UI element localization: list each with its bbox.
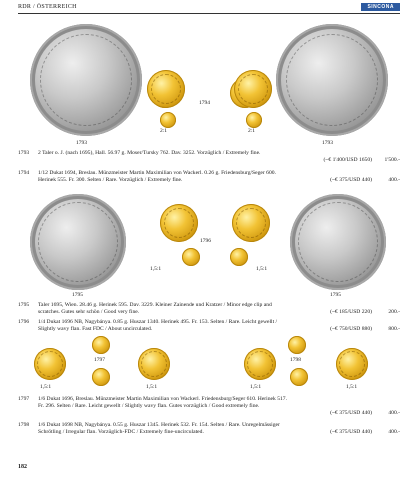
lot-1798 (18, 422, 400, 436)
caption-ratio-right-row2: 1,5:1 (256, 266, 268, 272)
coin-1793-reverse (276, 24, 388, 136)
coin-1796-obverse (160, 204, 198, 242)
caption-ratio-left-row2: 1,5:1 (150, 266, 162, 272)
lot-number: 1797 (18, 396, 30, 402)
lot-conversion: (~€ 375/USD 440) (330, 177, 372, 183)
coin-1795-reverse (290, 194, 386, 290)
caption-ratio-1: 1,5:1 (40, 384, 52, 390)
lot-number: 1796 (18, 319, 30, 325)
caption-1793-right: 1793 (322, 140, 333, 146)
lot-number: 1794 (18, 170, 30, 176)
coin-1796-small-right (230, 248, 248, 266)
coin-1797-obverse (92, 336, 110, 354)
caption-1793-left: 1793 (76, 140, 87, 146)
lot-description-line-2: Fr. 296. Selten / Rare. Leicht gewellt / Slightly wavy flan. Gutes vorzüglich / Good extremely fine. (38, 403, 260, 409)
lot-conversion: (~€ 185/USD 220) (330, 309, 372, 315)
header-divider (18, 13, 400, 14)
lot-price: 200.- (388, 309, 400, 315)
coin-1794-small-right (246, 112, 262, 128)
lot-description-line-2: scratches. Gutes sehr schön / Good very fine. (38, 309, 140, 315)
lot-conversion: (~€ 375/USD 440) (330, 429, 372, 435)
lot-description-line-1: 1/4 Dukat 1696 NB, Nagybánya. 0.85 g. Huszar 1340. Herinek 495. Fr. 153. Selten / Rare. Leicht gewellt / (38, 319, 278, 325)
lot-price: 800.- (388, 326, 400, 332)
lot-description-line-1: 1/6 Dukat 1696, Breslau. Münzmeister Martin Maximilian von Wackerl. Friedensburg/Seger 610. Herinek 517. (38, 396, 287, 402)
coin-1795-obverse (30, 194, 126, 290)
lot-description-line-2: Herinek 555. Fr. 300. Selten / Rare. Vorzüglich / Extremely fine. (38, 177, 183, 183)
caption-1794: 1794 (199, 100, 210, 106)
coin-1798-reverse-enlarged (336, 348, 368, 380)
coin-1794-small-left (160, 112, 176, 128)
coin-1797-obverse-enlarged (34, 348, 66, 380)
lot-1795 (18, 302, 400, 316)
coin-1798-reverse (290, 368, 308, 386)
lot-number: 1798 (18, 422, 30, 428)
lot-1793 (18, 150, 400, 164)
page-header-title: RDR / ÖSTERREICH (18, 4, 77, 10)
lot-conversion: (~€ 750/USD 880) (330, 326, 372, 332)
coin-1793-obverse (30, 24, 142, 136)
lot-number: 1795 (18, 302, 30, 308)
lot-description: 2 Taler o. J. (nach 1695), Hall. 56.97 g. Moser/Tursky 762. Dav. 3252. Vorzüglich / Extremely fine. (38, 150, 261, 156)
lot-1796 (18, 319, 400, 333)
lot-number: 1793 (18, 150, 30, 156)
lot-price: 1'500.- (384, 157, 400, 163)
coin-1796-small-left (182, 248, 200, 266)
caption-1795-left: 1795 (72, 292, 83, 298)
lot-1797 (18, 396, 400, 417)
coin-1798-obverse (288, 336, 306, 354)
caption-ratio-2: 1,5:1 (146, 384, 158, 390)
brand-logo: SINCONA (361, 3, 400, 11)
lot-description-line-1: 1/12 Dukat 1694, Breslau. Münzmeister Martin Maximilian von Wackerl. 0.26 g. Friedensburg/Seger 600. (38, 170, 276, 176)
caption-ratio-left-row1: 2:1 (160, 128, 168, 134)
lot-description-line-1: Taler 1695, Wien. 28.46 g. Herinek 595. Dav. 3229. Kleiner Zainende und Kratzer / Minor edge clip and (38, 302, 272, 308)
coin-1794-large-left (147, 70, 185, 108)
lot-conversion: (~€ 375/USD 440) (330, 410, 372, 416)
caption-ratio-3: 1,5:1 (250, 384, 262, 390)
page-number: 182 (18, 464, 27, 470)
coin-1796-reverse (232, 204, 270, 242)
lot-1794 (18, 170, 400, 184)
lot-description-line-1: 1/6 Dukat 1698 NB, Nagybánya. 0.55 g. Huszar 1345. Herinek 532. Fr. 154. Selten / Rare. Unregelmässiger (38, 422, 280, 428)
caption-ratio-right-row1: 2:1 (248, 128, 256, 134)
lot-description-line-2: Schrötling / Irregular flan. Vorzüglich-FDC / Extremely fine-uncirculated. (38, 429, 204, 435)
caption-1795-right: 1795 (330, 292, 341, 298)
coin-1797-reverse-enlarged (138, 348, 170, 380)
coin-1794-large-right (234, 70, 272, 108)
caption-1797: 1797 (94, 357, 105, 363)
lot-description-line-2: Slightly wavy flan. Fast FDC / About uncirculated. (38, 326, 153, 332)
caption-1798: 1798 (290, 357, 301, 363)
coin-1797-reverse (92, 368, 110, 386)
caption-1796: 1796 (200, 238, 211, 244)
lot-price: 400.- (388, 410, 400, 416)
caption-ratio-4: 1,5:1 (346, 384, 358, 390)
coin-1798-obverse-enlarged (244, 348, 276, 380)
lot-price: 400.- (388, 429, 400, 435)
lot-conversion: (~€ 1'400/USD 1650) (323, 157, 372, 163)
lot-price: 400.- (388, 177, 400, 183)
